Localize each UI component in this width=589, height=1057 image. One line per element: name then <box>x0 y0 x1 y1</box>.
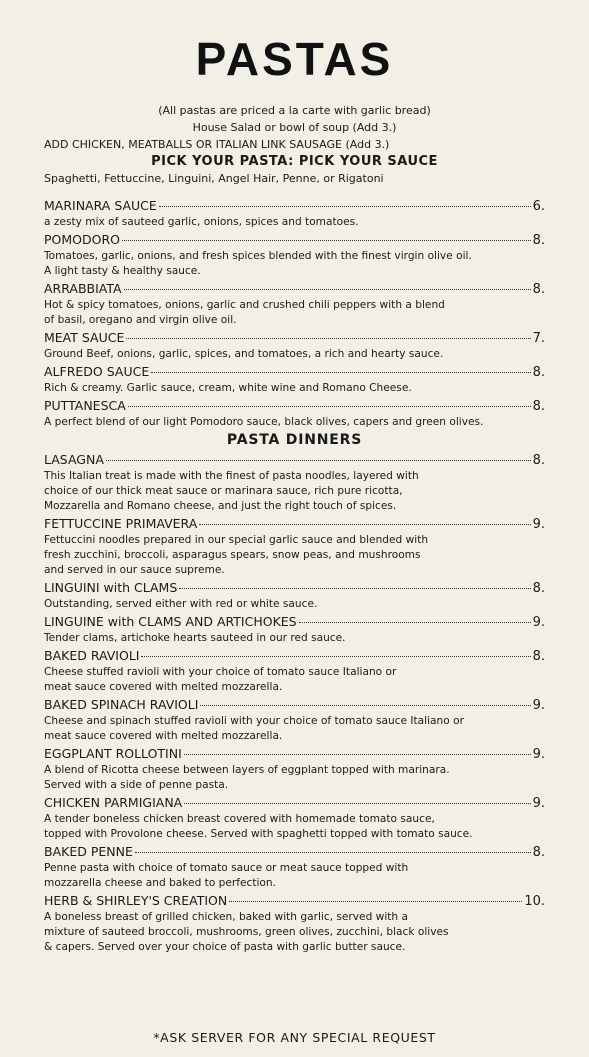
section-heading-pasta-dinners: PASTA DINNERS <box>226 432 363 448</box>
menu-item-price: 10. <box>524 894 545 909</box>
dot-leader <box>200 705 530 706</box>
menu-item-header <box>44 514 545 533</box>
menu-item-header <box>44 396 545 415</box>
menu-item-description: A light tasty & healthy sauce. <box>44 265 201 277</box>
menu-item-description: A perfect blend of our light Pomodoro sauce, black olives, capers and green olives. <box>44 416 484 428</box>
menu-item-name: BAKED RAVIOLI <box>44 648 140 663</box>
pasta-types: Spaghetti, Fettuccine, Linguini, Angel Hair, Penne, or Rigatoni <box>44 172 384 185</box>
dot-leader <box>184 754 531 755</box>
menu-item-header <box>44 578 545 597</box>
dot-leader <box>128 406 531 407</box>
menu-item-price: 7. <box>532 331 545 346</box>
menu-item-description: meat sauce covered with melted mozzarella. <box>44 730 283 742</box>
menu-item-header <box>44 328 545 347</box>
menu-item <box>44 362 545 396</box>
menu-item <box>44 450 545 514</box>
menu-item-header <box>44 362 545 381</box>
dot-leader <box>106 460 531 461</box>
menu-item-name: LASAGNA <box>44 452 104 467</box>
menu-item <box>44 396 545 430</box>
menu-item-price: 8. <box>532 845 545 860</box>
menu-item-price: 8. <box>532 581 545 596</box>
dot-leader <box>151 372 530 373</box>
menu-item-description: and served in our sauce supreme. <box>44 564 225 576</box>
menu-item <box>44 514 545 578</box>
menu-item-header <box>44 612 545 631</box>
menu-item-price: 9. <box>532 796 545 811</box>
dot-leader <box>124 289 531 290</box>
menu-item <box>44 646 545 695</box>
menu-item-description: Tomatoes, garlic, onions, and fresh spices blended with the finest virgin olive oil. <box>44 250 472 262</box>
menu-item-header <box>44 842 545 861</box>
menu-item-description: Tender clams, artichoke hearts sauteed in our red sauce. <box>44 632 346 644</box>
menu-item <box>44 328 545 362</box>
menu-item-name: LINGUINI with CLAMS <box>44 580 178 595</box>
menu-item-description: Penne pasta with choice of tomato sauce or meat sauce topped with <box>44 862 409 874</box>
menu-item <box>44 279 545 328</box>
menu-item-description: mozzarella cheese and baked to perfection. <box>44 877 276 889</box>
menu-item-price: 8. <box>532 453 545 468</box>
menu-item <box>44 695 545 744</box>
page-title: PASTAS <box>195 33 394 85</box>
menu-item-header <box>44 196 545 215</box>
menu-item-price: 9. <box>532 517 545 532</box>
menu-item-description: mixture of sauteed broccoli, mushrooms, green olives, zucchini, black olives <box>44 926 449 938</box>
menu-item-price: 8. <box>532 233 545 248</box>
menu-item-description: A boneless breast of grilled chicken, baked with garlic, served with a <box>44 911 408 923</box>
dot-leader <box>229 901 522 902</box>
menu-item-description: a zesty mix of sauteed garlic, onions, spices and tomatoes. <box>44 216 359 228</box>
menu-item-header <box>44 279 545 298</box>
menu-item-description: & capers. Served over your choice of pasta with garlic butter sauce. <box>44 941 406 953</box>
menu-item <box>44 196 545 230</box>
menu-item-description: Hot & spicy tomatoes, onions, garlic and crushed chili peppers with a blend <box>44 299 445 311</box>
menu-item-price: 9. <box>532 698 545 713</box>
menu-item <box>44 230 545 279</box>
menu-item-header <box>44 891 545 910</box>
menu-item-description: A blend of Ricotta cheese between layers of eggplant topped with marinara. <box>44 764 450 776</box>
menu-item-description: topped with Provolone cheese. Served with spaghetti topped with tomato sauce. <box>44 828 473 840</box>
menu-item <box>44 793 545 842</box>
footer-note: *ASK SERVER FOR ANY SPECIAL REQUEST <box>153 1030 436 1045</box>
menu-item <box>44 842 545 891</box>
menu-item-header <box>44 646 545 665</box>
menu-item-header <box>44 450 545 469</box>
menu-items <box>44 196 545 955</box>
menu-item-name: LINGUINE with CLAMS AND ARTICHOKES <box>44 614 297 629</box>
menu-item-header <box>44 230 545 249</box>
menu-item-name: FETTUCCINE PRIMAVERA <box>44 516 198 531</box>
menu-item-price: 9. <box>532 615 545 630</box>
menu-item-description: Mozzarella and Romano cheese, and just the right touch of spices. <box>44 500 397 512</box>
menu-item-name: EGGPLANT ROLLOTINI <box>44 746 182 761</box>
menu-item-description: Fettuccini noodles prepared in our special garlic sauce and blended with <box>44 534 429 546</box>
dot-leader <box>159 206 531 207</box>
intro-line-1: (All pastas are priced a la carte with garlic bread) <box>158 104 431 117</box>
menu-item-description: Ground Beef, onions, garlic, spices, and tomatoes, a rich and hearty sauce. <box>44 348 444 360</box>
intro-line-2: House Salad or bowl of soup (Add 3.) <box>192 121 397 134</box>
menu-item-description: Served with a side of penne pasta. <box>44 779 229 791</box>
intro-line-3: ADD CHICKEN, MEATBALLS OR ITALIAN LINK SAUSAGE (Add 3.) <box>44 138 390 151</box>
dot-leader <box>141 656 530 657</box>
menu-item <box>44 578 545 612</box>
menu-item-price: 8. <box>532 282 545 297</box>
dot-leader <box>199 524 530 525</box>
menu-item-name: ARRABBIATA <box>44 281 122 296</box>
menu-item-description: meat sauce covered with melted mozzarella. <box>44 681 283 693</box>
menu-item <box>44 744 545 793</box>
menu-item <box>44 891 545 955</box>
menu-item-description: Cheese stuffed ravioli with your choice of tomato sauce Italiano or <box>44 666 397 678</box>
menu-item-description: A tender boneless chicken breast covered with homemade tomato sauce, <box>44 813 435 825</box>
menu-item-name: MEAT SAUCE <box>44 330 125 345</box>
pick-heading: PICK YOUR PASTA: PICK YOUR SAUCE <box>151 154 438 169</box>
menu-item-description: Cheese and spinach stuffed ravioli with your choice of tomato sauce Italiano or <box>44 715 464 727</box>
dot-leader <box>184 803 530 804</box>
menu-item-name: MARINARA SAUCE <box>44 198 157 213</box>
menu-item-header <box>44 695 545 714</box>
menu-item-name: BAKED SPINACH RAVIOLI <box>44 697 199 712</box>
menu-item-price: 9. <box>532 747 545 762</box>
menu-item-price: 8. <box>532 649 545 664</box>
menu-item-description: This Italian treat is made with the finest of pasta noodles, layered with <box>44 470 419 482</box>
dot-leader <box>122 240 531 241</box>
menu-item-header <box>44 793 545 812</box>
menu-item-description: of basil, oregano and virgin olive oil. <box>44 314 237 326</box>
dot-leader <box>179 588 530 589</box>
dot-leader <box>126 338 530 339</box>
menu-item-description: choice of our thick meat sauce or marinara sauce, rich pure ricotta, <box>44 485 403 497</box>
menu-item-name: ALFREDO SAUCE <box>44 364 150 379</box>
dot-leader <box>299 622 531 623</box>
menu-item-name: HERB & SHIRLEY'S CREATION <box>44 893 228 908</box>
menu-item-name: BAKED PENNE <box>44 844 133 859</box>
menu-item-price: 6. <box>532 199 545 214</box>
menu-item-name: CHICKEN PARMIGIANA <box>44 795 183 810</box>
menu-item-header <box>44 744 545 763</box>
menu-item <box>44 612 545 646</box>
dot-leader <box>135 852 531 853</box>
menu-item-description: fresh zucchini, broccoli, asparagus spears, snow peas, and mushrooms <box>44 549 421 561</box>
menu-item-description: Outstanding, served either with red or white sauce. <box>44 598 318 610</box>
menu-item-name: PUTTANESCA <box>44 398 126 413</box>
intro-block <box>44 102 545 187</box>
menu-item-price: 8. <box>532 365 545 380</box>
menu-item-price: 8. <box>532 399 545 414</box>
menu-item-description: Rich & creamy. Garlic sauce, cream, white wine and Romano Cheese. <box>44 382 412 394</box>
menu-item-name: POMODORO <box>44 232 120 247</box>
